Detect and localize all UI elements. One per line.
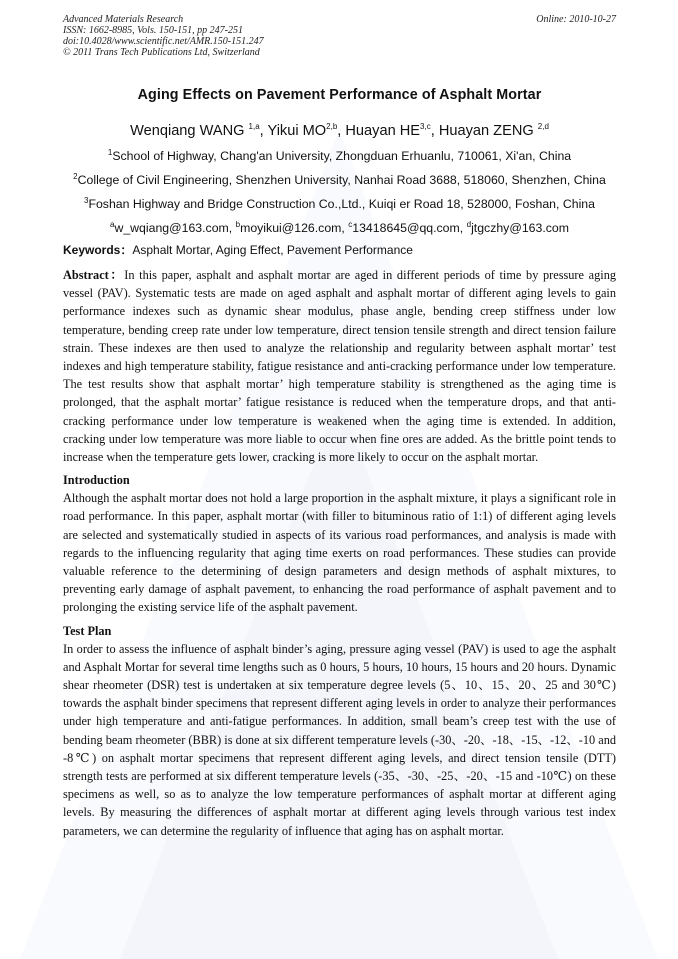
journal-header xyxy=(63,14,616,58)
author: Huayan HE$^{3,c}$, xyxy=(345,122,439,139)
issn-line: ISSN: 1662-8985, Vols. 150-151, pp 247-251 xyxy=(63,25,243,36)
journal-name: Advanced Materials Research xyxy=(63,14,184,25)
email-link[interactable]: jtgczhy@163.com xyxy=(471,221,569,235)
keywords-label: Keywords： xyxy=(63,243,133,257)
test-plan-text: In order to assess the influence of asphalt binder’s aging, pressure aging vessel (PAV) is used to age the asphalt and Asphalt Mortar for several time lengths such as 0 hours, 5 hours, 10 hours, 15 hours and 20 hours. Dynamic shear rheometer (DSR) test is undertaken at six temperature degree levels (5、10、15、20、25 and 30℃) towards the asphalt binder specimens that represent different aging levels in order to analyze their performances under high temperature and anti-fatigue performances. In addition, small beam’s creep test with the use of bending beam rheometer (BBR) is done at six different temperature levels (-30、-20、-18、-15、-12、-10 and -8℃) on asphalt mortar specimens that represent different aging levels, and direct tension tensile (DTT) strength tests are performed at six different temperature levels (-35、-30、-25、-20、-15 and -10℃) on these specimens as well, so as to analyze the low temperature performances of asphalt mortar at different aging levels. By measuring the differences of asphalt mortar at different aging levels through various test index parameters, we can determine the regularity of influence that aging has on asphalt mortar. xyxy=(63,641,616,838)
introduction-text: Although the asphalt mortar does not hold a large proportion in the asphalt mixture, it plays a significant role in road performance. In this paper, asphalt mortar (with filler to bituminous ratio of 1:1) of different aging levels are selected and systematically studied in aspects of its various road performances, and analysis is made with regards to the influencing regularity that aging time exerts on road performances. These studies can provide valuable reference to the determining of design parameters and design methods of asphalt mixtures, to preventing early damage of asphalt pavement, to enhancing the road performance of asphalt pavement and to prolonging the existing service life of the asphalt pavement. xyxy=(63,491,616,615)
author-list xyxy=(63,123,616,139)
affiliation-3: $^3$Foshan Highway and Bridge Construction Co.,Ltd., Kuiqi er Road 18, 528000, Foshan, China xyxy=(84,195,595,211)
author-emails: $^a$w_wqiang@163.com, $^b$moyikui@126.com, $^c$13418645@qq.com, $^d$jtgczhy@163.com xyxy=(110,219,569,235)
abstract xyxy=(63,266,616,466)
paper-title: Aging Effects on Pavement Performance of Asphalt Mortar xyxy=(137,87,542,103)
email-link[interactable]: moyikui@126.com, xyxy=(240,221,349,235)
affiliation-1: $^1$School of Highway, Chang'an University, Zhongduan Erhuanlu, 710061, Xi'an, China xyxy=(107,147,572,163)
author: Huayan ZENG $^{2,d}$ xyxy=(438,122,549,139)
section-heading-introduction: Introduction xyxy=(63,473,130,488)
doi-line: doi:10.4028/www.scientific.net/AMR.150-151.247 xyxy=(63,36,264,47)
email-link[interactable]: w_wqiang@163.com, xyxy=(114,221,236,235)
email-link[interactable]: 13418645@qq.com, xyxy=(352,221,467,235)
abstract-label: Abstract： xyxy=(63,268,125,282)
abstract-text: In this paper, asphalt and asphalt mortar are aged in different periods of time by pressure aging vessel (PAV). Systematic tests are made on aged asphalt and asphalt mortar of different aging levels to gain performance indexes such as dynamic shear modulus, phase angle, bending creep stiffness under low temperature, bending creep rate under low temperature, direct tension tensile strength and direct tension failure strain. These indexes are then used to analyze the relationship and regularity between asphalt mortar’ test indexes and high temperature stability, fatigue resistance and anti-cracking performance under low temperature. The test results show that asphalt mortar’ high temperature stability is strengthened as the aging time is prolonged, that the asphalt mortar’ fatigue resistance is reduced when the temperature drops, and that anti-cracking performance under low temperature is weakened when the aging time is extended. In addition, cracking under low temperature was more liable to occur when fine ores are added. As the brittle point tends to increase when the temperature gets lower, cracking is more likely to occur on the asphalt mortar. xyxy=(63,268,616,465)
copyright-line: © 2011 Trans Tech Publications Ltd, Switzerland xyxy=(63,47,260,58)
author: Yikui MO$^{2,b}$, xyxy=(267,122,346,139)
section-heading-test-plan: Test Plan xyxy=(63,623,112,638)
paper-page xyxy=(63,14,616,840)
author: Wenqiang WANG $^{1,a}$, xyxy=(130,122,268,139)
keywords-text: Asphalt Mortar, Aging Effect, Pavement Performance xyxy=(132,243,413,257)
affiliation-2: $^2$College of Civil Engineering, Shenzhen University, Nanhai Road 3688, 518060, Shenzhen, China xyxy=(73,171,606,187)
keywords xyxy=(63,241,616,258)
online-date: Online: 2010-10-27 xyxy=(536,14,616,25)
